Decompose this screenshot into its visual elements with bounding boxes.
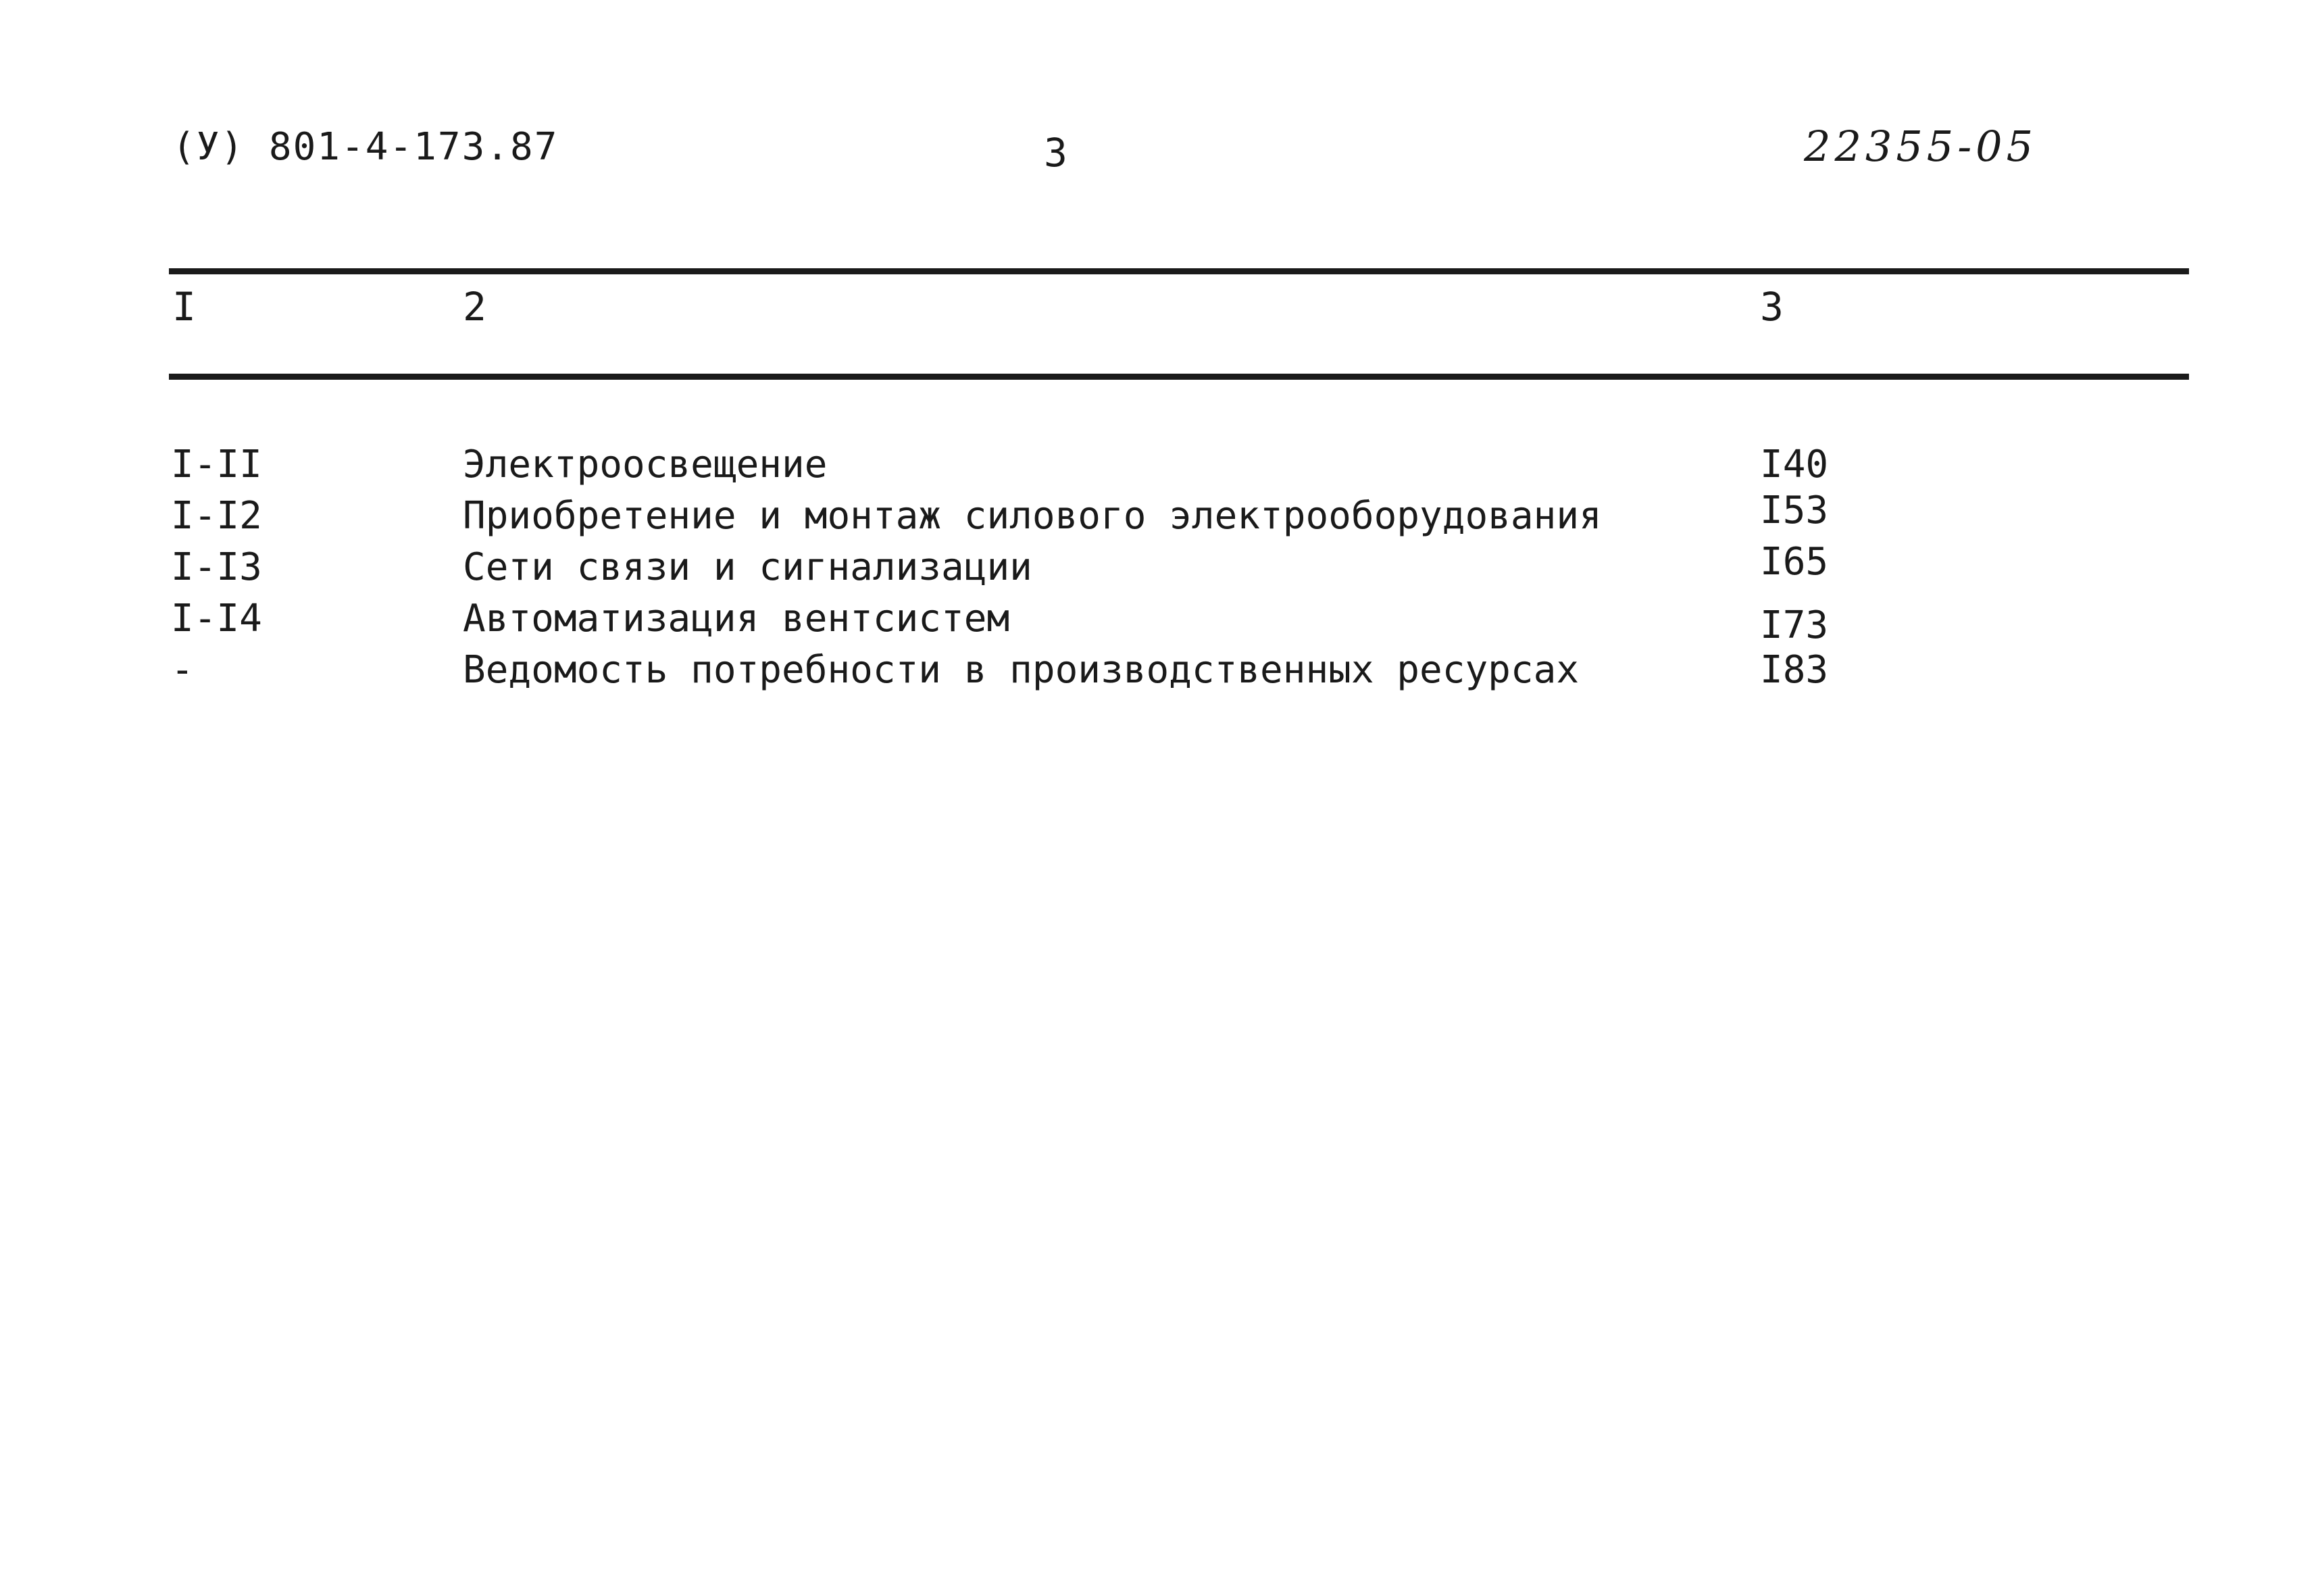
row-page: I83 [1760, 648, 1829, 692]
column-header-1: I [172, 284, 196, 330]
row-number: I-I3 [171, 545, 262, 589]
table-row [0, 593, 2314, 645]
row-title: Электроосвещение [463, 443, 828, 487]
row-title: Приобретение и монтаж силового электрооборудования [463, 494, 1602, 538]
table-top-rule [169, 268, 2189, 274]
row-number: I-I4 [171, 597, 262, 641]
row-title: Автоматизация вентсистем [463, 597, 1010, 641]
row-number: - [171, 648, 194, 692]
row-number: I-I2 [171, 494, 262, 538]
row-number: I-II [171, 443, 262, 487]
table-row [0, 645, 2314, 696]
table-row [0, 491, 2314, 542]
table-row [0, 439, 2314, 491]
row-page: I53 [1760, 489, 1829, 532]
row-page: I40 [1760, 443, 1829, 487]
stamp-number: 22355-05 [1804, 122, 2038, 171]
document-code: (У) 801-4-173.87 [172, 125, 559, 169]
row-title: Сети связи и сигнализации [463, 545, 1032, 589]
table-header-rule [169, 374, 2189, 380]
row-page: I73 [1760, 603, 1829, 647]
column-header-2: 2 [463, 284, 486, 330]
page-number: 3 [1044, 130, 1067, 176]
row-page: I65 [1760, 540, 1829, 584]
row-title: Ведомость потребности в производственных ресурсах [463, 648, 1580, 692]
table-row [0, 542, 2314, 593]
column-header-3: 3 [1760, 284, 1784, 330]
